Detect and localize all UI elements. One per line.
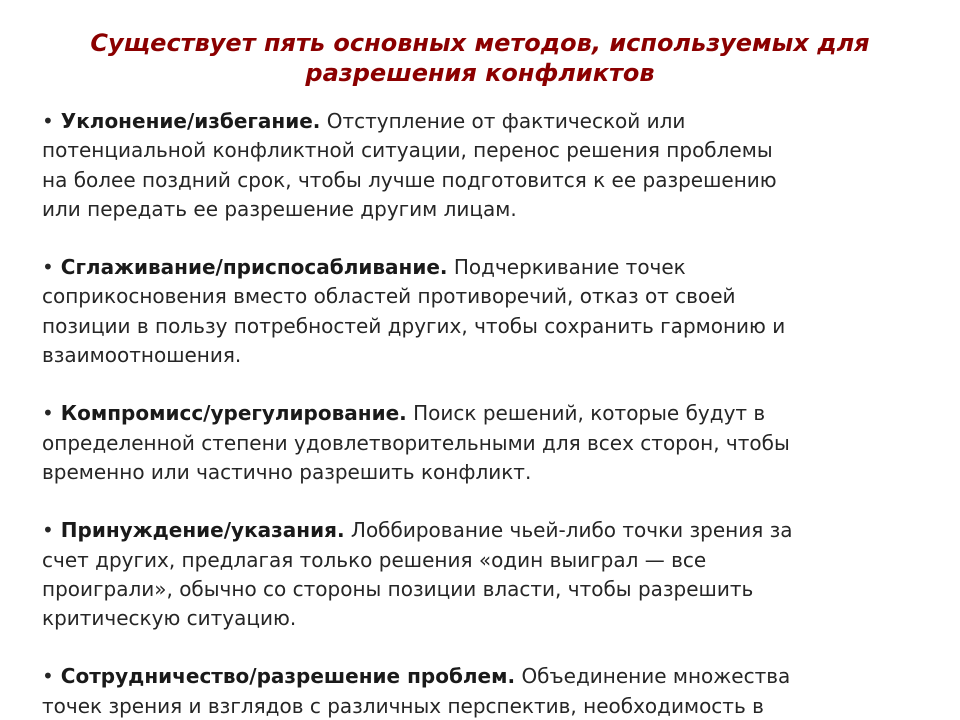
method-term: Принуждение/указания.	[60, 518, 345, 543]
method-text-line: проиграли», обычно со стороны позиции власти, чтобы разрешить	[42, 576, 754, 601]
method-item-avoidance	[42, 107, 947, 224]
bullet-marker: •	[42, 518, 54, 543]
method-text-line: соприкосновения вместо областей противоречий, отказ от своей	[42, 284, 736, 309]
method-text-line: позиции в пользу потребностей других, чтобы сохранить гармонию и	[42, 313, 786, 338]
method-text-line: потенциальной конфликтной ситуации, перенос решения проблемы	[42, 138, 773, 163]
method-item-compromise	[42, 399, 947, 487]
method-text: Лоббирование чьей-либо точки зрения за	[350, 518, 793, 543]
method-text-line: определенной степени удовлетворительными для всех сторон, чтобы	[42, 430, 790, 455]
method-text-line: на более поздний срок, чтобы лучше подготовится к ее разрешению	[42, 167, 777, 192]
title-line-1: Существует пять основных методов, используемых для	[90, 29, 870, 57]
bullet-marker: •	[42, 401, 54, 426]
method-text-line: точек зрения и взглядов с различных перспектив, необходимость в	[42, 693, 764, 718]
slide-title	[30, 28, 930, 88]
methods-list	[42, 107, 947, 720]
method-text-line: счет других, предлагая только решения «один выиграл — все	[42, 547, 707, 572]
method-text-line: взаимоотношения.	[42, 343, 242, 368]
method-text: Поиск решений, которые будут в	[413, 401, 766, 426]
method-text: Объединение множества	[521, 664, 791, 689]
method-text-line: критическую ситуацию.	[42, 606, 297, 631]
method-term: Сотрудничество/разрешение проблем.	[60, 664, 516, 689]
method-text-line: или передать ее разрешение другим лицам.	[42, 196, 517, 221]
method-term: Компромисс/урегулирование.	[60, 401, 407, 426]
method-text: Подчеркивание точек	[453, 255, 686, 280]
bullet-marker: •	[42, 664, 54, 689]
method-term: Уклонение/избегание.	[60, 109, 321, 133]
method-item-forcing	[42, 516, 947, 633]
method-term: Сглаживание/приспосабливание.	[60, 255, 448, 280]
method-item-collaboration	[42, 662, 947, 720]
bullet-marker: •	[42, 255, 54, 280]
method-text: Отступление от фактической или	[326, 109, 686, 133]
title-line-2: разрешения конфликтов	[305, 59, 655, 87]
method-item-smoothing	[42, 253, 947, 370]
method-text-line: временно или частично разрешить конфликт.	[42, 459, 532, 484]
bullet-marker: •	[42, 109, 54, 133]
